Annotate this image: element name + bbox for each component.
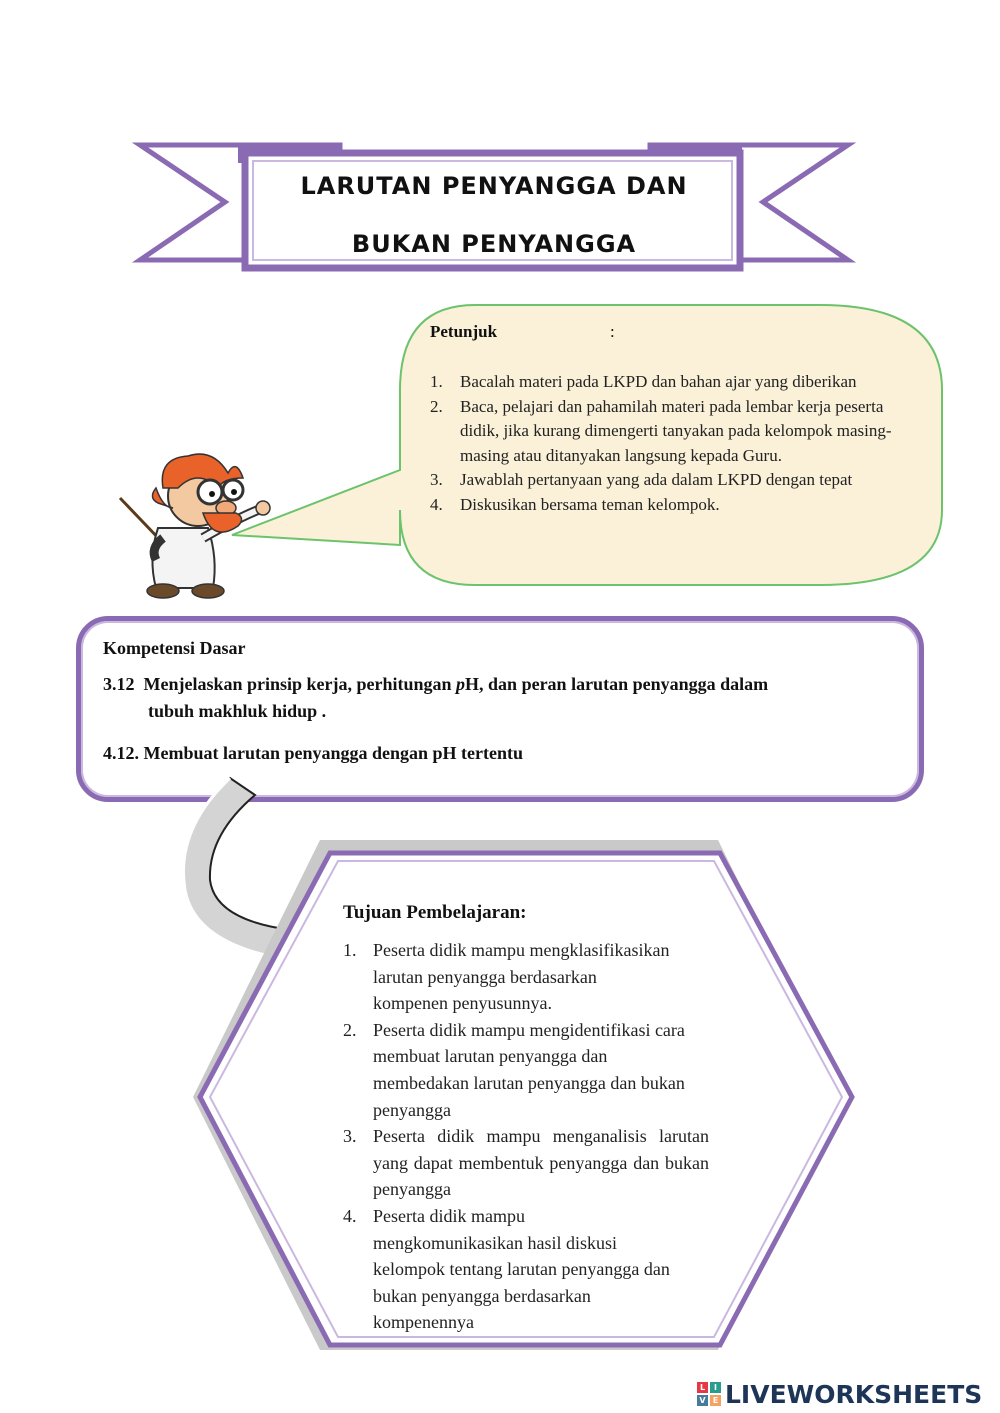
list-number: 1.: [430, 372, 443, 391]
title-line-2: BUKAN PENYANGGA: [351, 230, 637, 258]
list-text: Baca, pelajari dan pahamilah materi pada lembar kerja peserta didik, jika kurang dimengerti tanyakan pada kelompok masing-masing atau ditanyakan langsung kepada Guru.: [460, 396, 892, 465]
list-number: 4.: [430, 494, 443, 514]
list-text: Peserta didik mampu menganalisis larutan yang dapat membentuk penyangga dan bukan penyangga: [373, 1126, 709, 1200]
list-item: [343, 1203, 713, 1336]
list-item: [343, 1017, 713, 1123]
title-line-1: LARUTAN PENYANGGA DAN: [300, 172, 688, 200]
logo-mark-icon: [697, 1382, 721, 1406]
list-item: [343, 937, 713, 1017]
kompetensi-heading: Kompetensi Dasar: [103, 638, 246, 658]
list-item: [430, 395, 910, 469]
list-text: Bacalah materi pada LKPD dan bahan ajar yang diberikan: [460, 372, 857, 391]
list-item: [430, 493, 910, 518]
list-text: Peserta didik mampu mengkomunikasikan hasil diskusi kelompok tentang larutan penyangga dan bukan penyangga berdasarkan kompenennya: [373, 1205, 670, 1333]
tujuan-heading: Tujuan Pembelajaran:: [343, 902, 527, 923]
kompetensi-item-1-p: p: [456, 674, 466, 694]
list-text: Diskusikan bersama teman kelompok.: [460, 494, 720, 514]
list-number: 2.: [343, 1019, 357, 1040]
logo-mark-letter: L: [697, 1382, 708, 1393]
petunjuk-colon: :: [610, 322, 615, 341]
list-item: [430, 468, 910, 493]
petunjuk-list: [430, 370, 910, 517]
logo-mark-letter: I: [710, 1382, 721, 1393]
list-number: 2.: [430, 396, 443, 416]
kompetensi-item-2: 4.12. Membuat larutan penyangga dengan pH tertentu: [103, 743, 524, 763]
tujuan-list: [343, 937, 713, 1336]
list-number: 4.: [343, 1205, 357, 1226]
list-text: Peserta didik mampu mengidentifikasi cara membuat larutan penyangga dan membedakan larutan penyangga dan bukan penyangga: [373, 1019, 685, 1120]
kompetensi-item-1-text-b: H, dan peran larutan penyangga dalam: [465, 674, 769, 694]
kompetensi-item-1-number: 3.12: [103, 674, 135, 694]
list-text: Jawablah pertanyaan yang ada dalam LKPD dengan tepat: [460, 470, 853, 489]
petunjuk-heading: Petunjuk: [430, 322, 498, 341]
list-text: Peserta didik mampu mengklasifikasikan larutan penyangga berdasarkan kompenen penyusunnya.: [373, 940, 670, 1014]
list-number: 3.: [343, 1126, 357, 1147]
kompetensi-item-1-text-a: Menjelaskan prinsip kerja, perhitungan: [143, 674, 457, 694]
liveworksheets-logo[interactable]: [697, 1376, 982, 1412]
kompetensi-item-1-line-2: tubuh makhluk hidup .: [148, 701, 327, 721]
list-item: [430, 370, 910, 395]
scientist-illustration: [118, 448, 293, 603]
logo-text: LIVEWORKSHEETS: [725, 1379, 983, 1409]
list-number: 1.: [343, 940, 357, 960]
title-banner: [130, 135, 860, 280]
logo-mark-letter: V: [697, 1395, 708, 1406]
kompetensi-item-1: [103, 671, 768, 698]
list-number: 3.: [430, 470, 443, 489]
list-item: [343, 1123, 713, 1203]
logo-mark-letter: E: [710, 1395, 721, 1406]
